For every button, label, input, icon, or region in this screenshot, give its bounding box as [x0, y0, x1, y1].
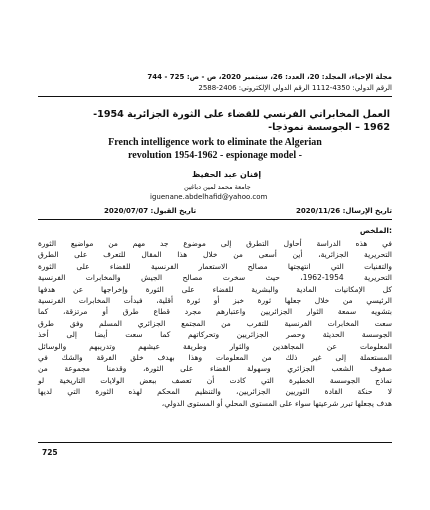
abstract-line: بتشويه سمعة الثوار الجزائريين واعتبارهم مجرد قطاع طرق أو مرتزقة، كما [38, 307, 392, 317]
arabic-title-line-1: العمل المخابراتي الفرنسي للقضاء على الثورة الجزائرية 1954- [93, 109, 390, 120]
abstract-line: لا حنكة القادة الثوريين الجزائريين، والتنظيم المحكم لهذه الثورة التي لديها [38, 387, 392, 397]
abstract-line: هدف يجعلها تبرر شرعيتها سواء على المستوى المحلي أو المستوى الدولي، [161, 398, 392, 408]
header-rule [38, 96, 392, 97]
author-name: إقنان عبد الحفيظ [192, 170, 262, 179]
abstract-body [38, 238, 392, 409]
abstract-line: كل الإمكانيات المادية والبشرية للقضاء على الثورة وإخراجها عن هدفها [38, 284, 392, 294]
accepted-date-value: 2020/07/07 [104, 207, 149, 215]
sent-date-value: 2020/11/26 [296, 207, 341, 215]
abstract-line: التحريرية 1954-1962، حيث سخرت مصالح الجيش والمخابرات الفرنسية [38, 273, 392, 283]
abstract-line: الجوسسة الحديثة وحصر الجزائريين وتحركاتهم كما سعت أيضا إلى أخذ [38, 330, 392, 340]
english-title-line-1: French intelligence work to eliminate the Algerian [108, 137, 322, 148]
footer-rule [38, 442, 392, 443]
author-affiliation: جامعة محمد لمين دباغين [184, 183, 251, 191]
abstract-heading: الملخص: [359, 226, 392, 235]
abstract-line: سعت المخابرات الفرنسية للتقرب من المجتمع الجزائري المسلم وفق طرق [38, 318, 392, 328]
journal-citation: مجلة الإحياء، المجلد: 20، العدد: 26، سبتمبر 2020، ص - ص: 725 - 744 [147, 73, 392, 81]
abstract-rule [38, 219, 392, 220]
author-email[interactable]: iguenane.abdelhafid@yahoo.com [150, 193, 268, 201]
arabic-title-line-2: 1962 – الجوسسة نموذجا- [268, 122, 390, 133]
abstract-line: نماذج الجوسسة الخطيرة التي كادت أن تعصف ببعض الولايات التاريخية لو [38, 375, 392, 385]
abstract-line: والتقنيات التي انتهجتها مصالح الاستعمار الفرنسية للقضاء على الثورة [38, 261, 392, 271]
abstract-line: التحريرية الجزائرية، أين أسعى من خلال هذا المقال للتعرف على الطرق [38, 250, 392, 260]
abstract-line: المعلومات عن المجاهدين والثوار وطريقة عيشهم وتدريبهم والوسائل [38, 341, 392, 351]
abstract-line: المستعملة إلى غير ذلك من المعلومات وهذا بهدف خلق الفرقة والشك في [38, 353, 392, 363]
english-title-line-2: revolution 1954-1962 - espionage model - [128, 150, 302, 161]
abstract-line: الرئيسي من خلال جعلها ثورة خبز أو ثورة أقلية، فبدأت المخابرات الفرنسية [38, 296, 392, 306]
accepted-date-label: تاريخ القبول: [150, 207, 197, 215]
page-number: 725 [42, 448, 58, 457]
sent-date [296, 207, 392, 215]
accepted-date [104, 207, 196, 215]
abstract-line: صفوف الشعب الجزائري وسهولة القضاء على الثورة، وقدمنا مجموعة من [38, 364, 392, 374]
journal-issn: الرقم الدولي: 4350-1112 الرقم الدولي الإلكتروني: 2406-2588 [198, 84, 392, 92]
abstract-line: في هذه الدراسة أحاول التطرق إلى موضوع جد مهم من مواضيع الثورة [38, 239, 392, 248]
sent-date-label: تاريخ الإرسال: [342, 207, 392, 215]
